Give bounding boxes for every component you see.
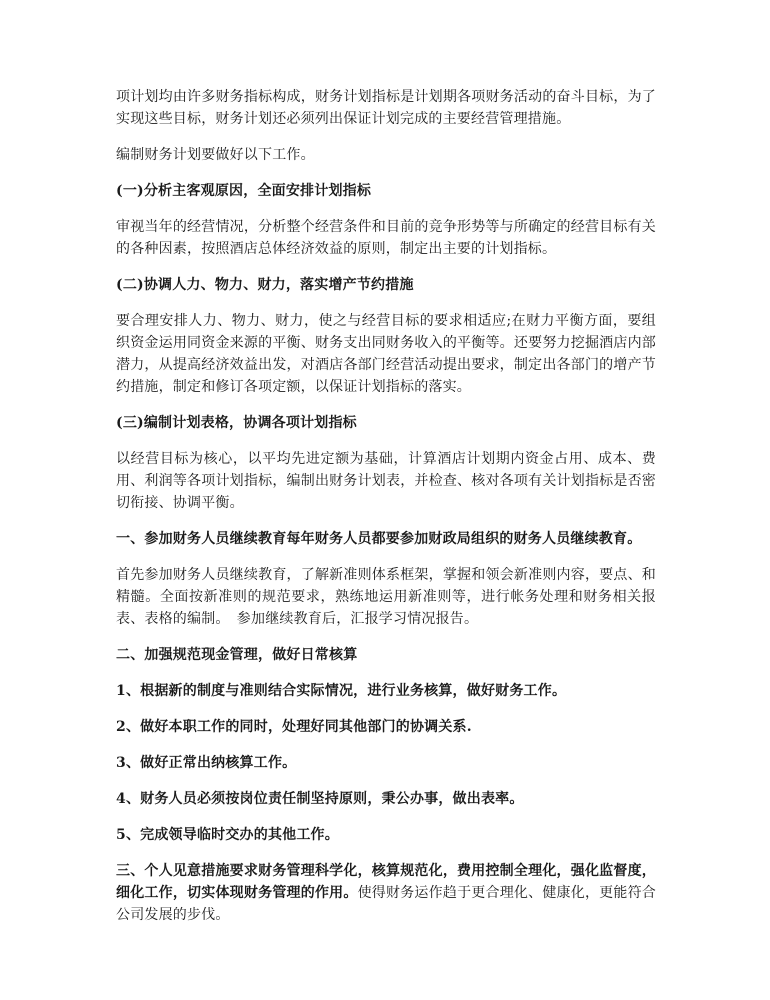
paragraph-intro: 项计划均由许多财务指标构成，财务计划指标是计划期各项财务活动的奋斗目标，为了实现这些目标，财务计划还必须列出保证计划完成的主要经营管理措施。 (116, 89, 656, 127)
paragraph-tables: 以经营目标为核心，以平均先进定额为基础，计算酒店计划期内资金占用、成本、费用、利润等各项计划指标，编制出财务计划表，并检查、核对各项有关计划指标是否密切衔接、协调平衡。 (116, 451, 656, 511)
heading-education: 一、参加财务人员继续教育每年财务人员都要参加财政局组织的财务人员继续教育。 (116, 531, 642, 547)
document-page (116, 86, 656, 940)
list-item-2: 2、做好本职工作的同时，处理好同其他部门的协调关系. (116, 719, 472, 735)
list-item-5: 5、完成领导临时交办的其他工作。 (116, 827, 339, 843)
paragraph-coordinate: 要合理安排人力、物力、财力，使之与经营目标的要求相适应;在财力平衡方面，要组织资金运用同资金来源的平衡、财务支出同财务收入的平衡等。还要努力挖掘酒店内部潜力，从提高经济效益出发，对酒店各部门经营活动提出要求，制定出各部门的增产节约措施，制定和修订各项定额，以保证计划指标的落实。 (116, 313, 656, 395)
paragraph-analyze: 审视当年的经营情况，分析整个经营条件和目前的竞争形势等与所确定的经营目标有关的各种因素，按照酒店总体经济效益的原则，制定出主要的计划指标。 (116, 219, 656, 257)
list-item-1: 1、根据新的制度与准则结合实际情况，进行业务核算，做好财务工作。 (116, 683, 567, 699)
heading-tables: (三)编制计划表格，协调各项计划指标 (116, 415, 357, 431)
paragraph-suggestions (116, 860, 656, 926)
heading-coordinate: (二)协调人力、物力、财力，落实增产节约措施 (116, 277, 414, 293)
paragraph-prepare: 编制财务计划要做好以下工作。 (116, 147, 315, 163)
heading-cash-management: 二、加强规范现金管理，做好日常核算 (116, 647, 358, 663)
list-item-3: 3、做好正常出纳核算工作。 (116, 755, 297, 771)
heading-analyze: (一)分析主客观原因，全面安排计划指标 (116, 183, 372, 199)
paragraph-education: 首先参加财务人员继续教育，了解新准则体系框架，掌握和领会新准则内容，要点、和精髓。全面按新准则的规范要求，熟练地运用新准则等，进行帐务处理和财务相关报表、表格的编制。 参加继续教育后，汇报学习情况报告。 (116, 567, 656, 627)
suggestions-bold-text: 三、个人见意措施要求财务管理科学化，核算规范化，费用控制全理化，强化监督度，细化工作，切实体现财务管理的作用。 (116, 863, 656, 901)
suggestions-normal-text: 使得财务运作趋于更合理化、健康化，更能符合公司发展的步伐。 (116, 885, 657, 923)
list-item-4: 4、财务人员必须按岗位责任制坚持原则，秉公办事，做出表率。 (116, 791, 524, 807)
